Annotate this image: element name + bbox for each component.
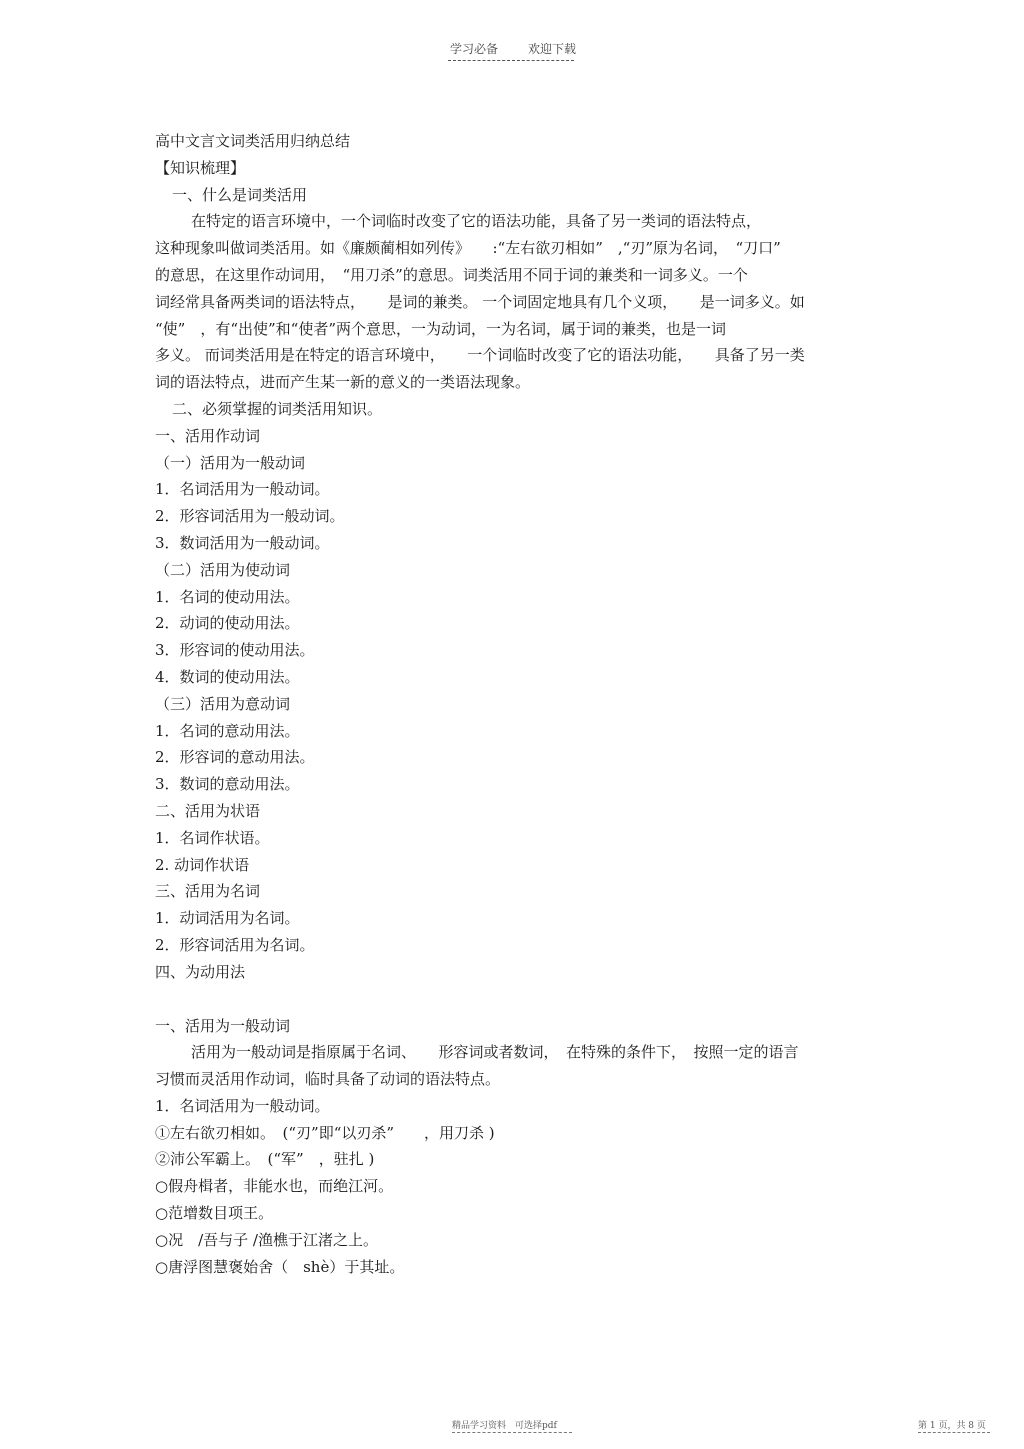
document-title: 高中文言文词类活用归纳总结 — [155, 132, 351, 150]
list-item: 1．名词的意动用法。 — [155, 721, 300, 740]
list-item: 3．数词的意动用法。 — [155, 775, 300, 794]
list-heading: 四、为动用法 — [155, 962, 246, 981]
paragraph-line: 这种现象叫做词类活用。如《廉颇蔺相如列传》 :“左右欲刃相如” ,“刃”原为名词， “刀口” — [155, 239, 781, 258]
paragraph-line: 在特定的语言环境中，一个词临时改变了它的语法功能，具备了另一类词的语法特点， — [191, 212, 762, 231]
list-item: 2. 动词作状语 — [155, 855, 250, 874]
document-body — [155, 128, 860, 1280]
blank-gap — [155, 986, 860, 1013]
example-line: ②沛公军霸上。 (“军” ，驻扎 ) — [155, 1150, 375, 1169]
paragraph-line: 多义。 而词类活用是在特定的语言环境中， 一个词临时改变了它的语法功能， 具备了另一类 — [155, 346, 805, 365]
section-heading: 【知识梳理】 — [155, 158, 246, 177]
example-line: ○唐浮图慧褒始舍（ shè）于其址。 — [155, 1257, 405, 1276]
example-line: ○范增数目项王。 — [155, 1204, 274, 1223]
list-item: 2．形容词活用为名词。 — [155, 935, 315, 954]
list-item: 1．动词活用为名词。 — [155, 909, 300, 928]
example-line: ○况 /吾与子 /渔樵于江渚之上。 — [155, 1230, 378, 1249]
subsection-heading: 一、什么是词类活用 — [172, 185, 308, 204]
footer-left-text: 精品学习资料 可选择pdf — [452, 1421, 557, 1431]
paragraph-line: “使” ，有“出使”和“使者”两个意思，一为动词，一为名词，属于词的兼类，也是一词 — [155, 319, 727, 338]
subsection-heading: 二、必须掌握的词类活用知识。 — [172, 399, 383, 418]
example-line: ①左右欲刃相如。 (“刃”即“以刃杀” ，用刀杀 ) — [155, 1123, 495, 1142]
list-subheading: （一）活用为一般动词 — [155, 453, 306, 472]
paragraph-line: 词经常具备两类词的语法特点， 是词的兼类。 一个词固定地具有几个义项， 是一词多义。如 — [155, 292, 805, 311]
list-item: 1．名词的使动用法。 — [155, 587, 300, 606]
header-divider — [448, 60, 574, 61]
header-left-text: 学习必备 — [450, 42, 499, 56]
list-item: 2．形容词的意动用法。 — [155, 748, 315, 767]
paragraph-line: 习惯而灵活用作动词，临时具备了动词的语法特点。 — [155, 1070, 501, 1089]
header-right-text: 欢迎下载 — [528, 42, 577, 56]
list-subheading: （三）活用为意动词 — [155, 694, 291, 713]
list-item: 1．名词活用为一般动词。 — [155, 480, 330, 499]
list-item: 3．数词活用为一般动词。 — [155, 533, 330, 552]
list-heading: 一、活用作动词 — [155, 426, 261, 445]
footer-right-divider — [918, 1432, 990, 1433]
list-heading: 二、活用为状语 — [155, 801, 261, 820]
list-item: 2．动词的使动用法。 — [155, 614, 300, 633]
list-item: 2．形容词活用为一般动词。 — [155, 507, 345, 526]
footer-left-divider — [452, 1432, 572, 1433]
paragraph-line: 活用为一般动词是指原属于名词、 形容词或者数词， 在特殊的条件下， 按照一定的语言 — [191, 1043, 799, 1062]
list-heading: 三、活用为名词 — [155, 882, 261, 901]
paragraph-line: 词的语法特点，进而产生某一新的意义的一类语法现象。 — [155, 373, 531, 392]
list-item: 1．名词活用为一般动词。 — [155, 1096, 330, 1115]
list-subheading: （二）活用为使动词 — [155, 560, 291, 579]
section-heading: 一、活用为一般动词 — [155, 1016, 291, 1035]
list-item: 1．名词作状语。 — [155, 828, 270, 847]
list-item: 4．数词的使动用法。 — [155, 667, 300, 686]
page-number: 第 1 页，共 8 页 — [918, 1421, 986, 1431]
list-item: 3．形容词的使动用法。 — [155, 641, 315, 660]
example-line: ○假舟楫者，非能水也，而绝江河。 — [155, 1177, 394, 1196]
paragraph-line: 的意思，在这里作动词用， “用刀杀”的意思。词类活用不同于词的兼类和一词多义。一个 — [155, 265, 748, 284]
